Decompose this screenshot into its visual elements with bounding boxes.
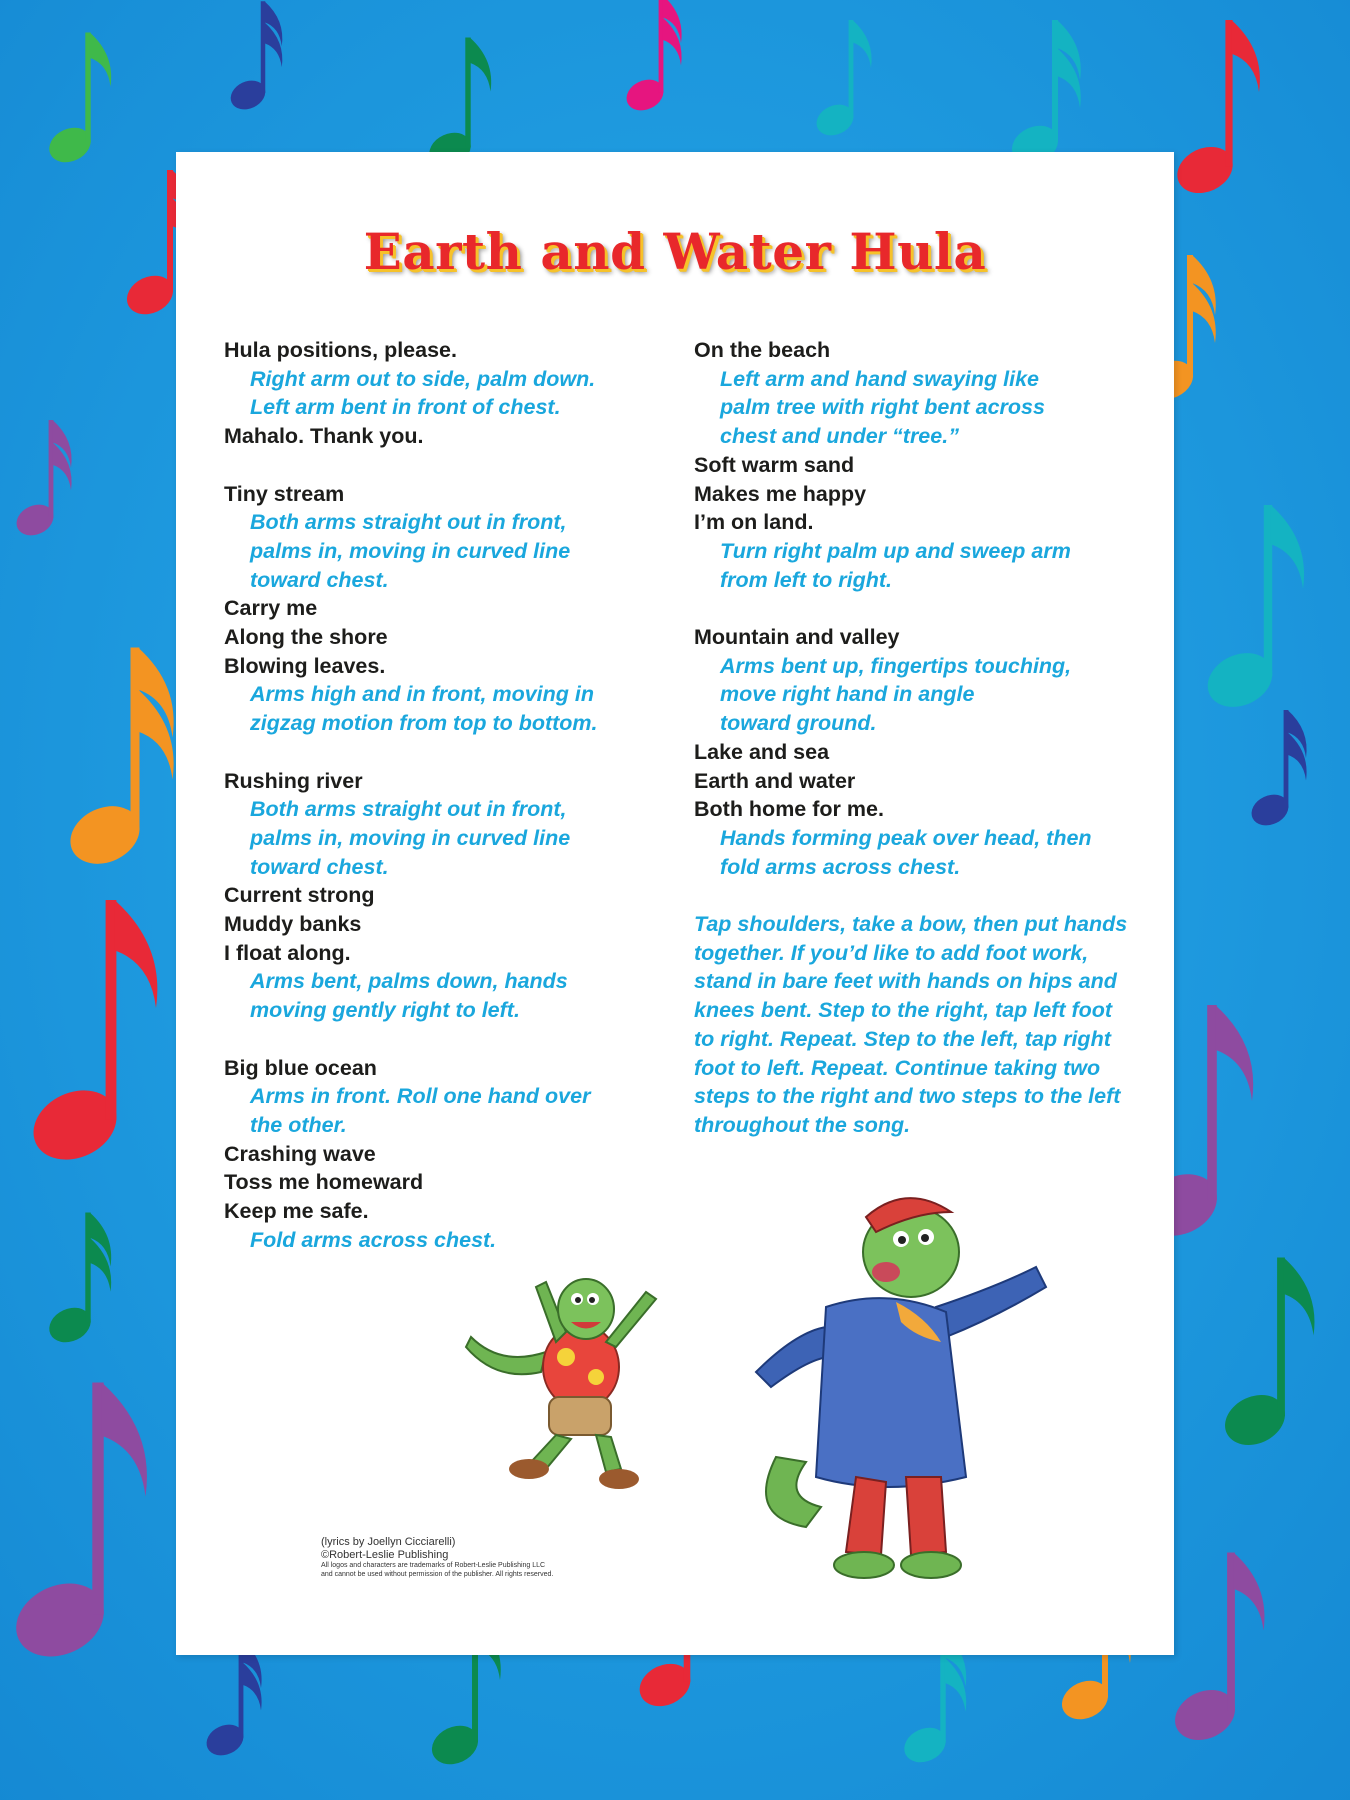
movement-instruction: Arms bent, palms down, hands (250, 969, 568, 994)
movement-instruction: Hands forming peak over head, then (720, 825, 1092, 850)
lyric-line: Blowing leaves. (224, 653, 386, 678)
movement-instruction: Turn right palm up and sweep arm (720, 538, 1071, 563)
movement-instruction: Fold arms across chest. (250, 1227, 497, 1252)
movement-instruction: palm tree with right bent across (720, 395, 1045, 420)
movement-instruction: toward chest. (250, 567, 389, 592)
lyric-line: Both home for me. (694, 797, 884, 822)
lyric-line: Tiny stream (224, 481, 345, 506)
lyric-line: Crashing wave (224, 1141, 376, 1166)
movement-instruction: moving gently right to left. (250, 998, 520, 1023)
lyric-line: Mahalo. Thank you. (224, 424, 424, 449)
stanza-gap (224, 1025, 664, 1054)
dance-note-line: together. If you’d like to add foot work, (694, 940, 1089, 965)
movement-instruction: the other. (250, 1112, 347, 1137)
small-alligator-dancing-illustration (451, 1247, 701, 1507)
lyric-line: Mountain and valley (694, 625, 900, 650)
movement-instruction: palms in, moving in curved line (250, 538, 571, 563)
stanza-gap (694, 881, 1154, 910)
movement-instruction: toward ground. (720, 711, 877, 736)
lyric-line: Hula positions, please. (224, 338, 457, 362)
lyric-line: Big blue ocean (224, 1055, 377, 1080)
movement-instruction: Left arm bent in front of chest. (250, 395, 561, 420)
lyric-line: Keep me safe. (224, 1199, 369, 1224)
lyrics-right-column (694, 336, 1154, 1140)
movement-instruction: move right hand in angle (720, 682, 975, 707)
lyric-line: Along the shore (224, 625, 388, 650)
movement-instruction: from left to right. (720, 567, 892, 592)
movement-instruction: Right arm out to side, palm down. (250, 366, 596, 391)
lyric-line: Current strong (224, 883, 375, 908)
copyright-line: ©Robert-Leslie Publishing (321, 1549, 449, 1561)
movement-instruction: Left arm and hand swaying like (720, 366, 1039, 391)
lyric-line: Makes me happy (694, 481, 867, 506)
lyric-line: Soft warm sand (694, 452, 855, 477)
movement-instruction: Arms bent up, fingertips touching, (720, 653, 1072, 678)
lyric-line: Toss me homeward (224, 1170, 424, 1195)
stanza-gap (694, 594, 1154, 623)
rights-line: and cannot be used without permission of the publisher. All rights reserved. (321, 1570, 554, 1578)
dance-note-line: foot to left. Repeat. Continue taking two (694, 1055, 1101, 1080)
lyric-line: Earth and water (694, 768, 856, 793)
lyric-line: Carry me (224, 596, 318, 621)
dance-note-line: steps to the right and two steps to the left (694, 1084, 1121, 1109)
lyrics-credit: (lyrics by Joellyn Cicciarelli) (321, 1536, 456, 1548)
dance-note-line: knees bent. Step to the right, tap left foot (694, 998, 1113, 1023)
movement-instruction: toward chest. (250, 854, 389, 879)
lyric-line: I’m on land. (694, 510, 814, 535)
movement-instruction: Arms in front. Roll one hand over (250, 1084, 591, 1109)
dance-note-line: stand in bare feet with hands on hips and (694, 969, 1117, 994)
credits (321, 1536, 553, 1579)
song-sheet-panel (176, 152, 1174, 1655)
song-title: Earth and Water Hula (363, 222, 987, 281)
dance-note-line: to right. Repeat. Step to the left, tap right (694, 1026, 1111, 1051)
movement-instruction: Both arms straight out in front, (250, 510, 567, 535)
trademark-line: All logos and characters are trademarks of Robert-Leslie Publishing LLC (321, 1562, 546, 1569)
lyric-line: Rushing river (224, 768, 363, 793)
lyrics-left-column (224, 336, 664, 1254)
movement-instruction: palms in, moving in curved line (250, 825, 571, 850)
lyric-line: Lake and sea (694, 739, 830, 764)
large-alligator-painter-illustration (736, 1177, 1096, 1597)
movement-instruction: Both arms straight out in front, (250, 797, 567, 822)
movement-instruction: fold arms across chest. (720, 854, 961, 879)
movement-instruction: Arms high and in front, moving in (250, 682, 594, 707)
movement-instruction: chest and under “tree.” (720, 424, 959, 449)
lyric-line: Muddy banks (224, 912, 362, 937)
lyric-line: On the beach (694, 338, 831, 362)
dance-note-line: throughout the song. (694, 1112, 911, 1137)
stanza-gap (224, 738, 664, 767)
movement-instruction: zigzag motion from top to bottom. (250, 711, 598, 736)
stanza-gap (224, 451, 664, 480)
lyric-line: I float along. (224, 940, 351, 965)
dance-note-line: Tap shoulders, take a bow, then put hands (694, 912, 1128, 937)
